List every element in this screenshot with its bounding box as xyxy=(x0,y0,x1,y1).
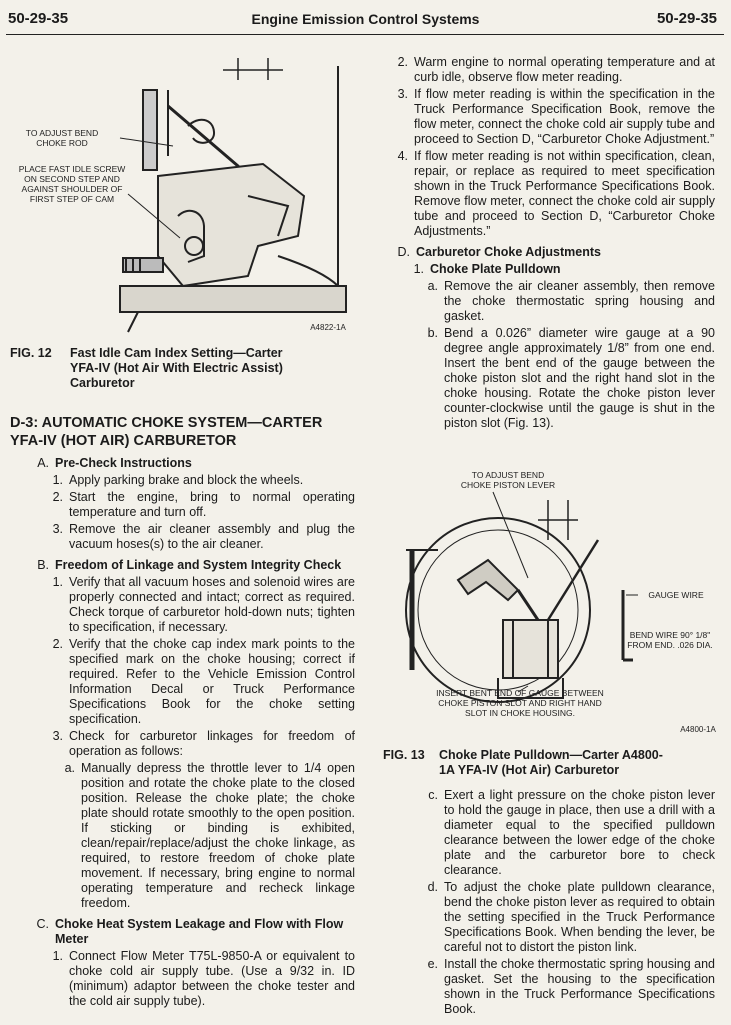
figure-12-caption xyxy=(10,346,355,391)
list-item: a. Remove the air cleaner assembly, then remove the choke thermostatic spring housing and gasket. xyxy=(427,279,715,323)
section-heading xyxy=(10,414,355,450)
fig13-label-lever-1: TO ADJUST BEND xyxy=(471,470,545,480)
subsection-c xyxy=(10,917,355,947)
list-item: 1. Verify that all vacuum hoses and solenoid wires are properly connected and intact; correct as required. Check torque of carburetor hold-down nuts; tighten to specification, if necessary. xyxy=(52,575,355,634)
fig12-label-screw-3: AGAINST SHOULDER OF xyxy=(21,184,123,194)
subsection-d xyxy=(385,245,715,260)
fig13-label-gauge: GAUGE WIRE xyxy=(648,590,704,600)
left-column xyxy=(10,410,355,1011)
fig13-caption-num: FIG. 13 xyxy=(383,748,425,762)
list-item: 3. Check for carburetor linkages for freedom of operation as follows: xyxy=(52,729,355,758)
list-item: e. Install the choke thermostatic spring housing and gasket. Set the housing to the specification shown in the Truck Performance Specifications Book. xyxy=(427,957,715,1016)
list-item: 2. Start the engine, bring to normal operating temperature and turn off. xyxy=(52,490,355,519)
fig12-label-rod-1: TO ADJUST BEND xyxy=(25,128,99,138)
subsection-c-label: C. xyxy=(36,917,49,931)
list-item: c. Exert a light pressure on the choke piston lever to hold the gauge in place, then use a drill with a diameter equal to the specified pulldown clearance between the lower edge of the choke plate and the carburetor bore to check clearance. xyxy=(428,788,715,877)
subsection-b-label: B. xyxy=(37,558,49,572)
list-item: 2. Warm engine to normal operating temperature and at curb idle, observe flow meter reading. xyxy=(397,55,715,84)
subsection-b-title: Freedom of Linkage and System Integrity Check xyxy=(55,558,342,572)
subsection-a-title: Pre-Check Instructions xyxy=(55,456,192,470)
section-heading-line-2: YFA-IV (HOT AIR) CARBURETOR xyxy=(10,433,237,449)
fig13-label-insert-2: CHOKE PISTON SLOT AND RIGHT HAND xyxy=(438,698,602,708)
list-item: 2. Verify that the choke cap index mark points to the specified mark on the choke housing; correct if required. Refer to the Vehicle Emission Control Information Decal or Truck Performance Specifications Book for the choke setting specification. xyxy=(52,637,355,726)
figure-12 xyxy=(8,46,358,336)
fig13-label-bend-2: FROM END. .026 DIA. xyxy=(627,640,713,650)
fig13-caption-l2: 1A YFA-IV (Hot Air) Carburetor xyxy=(439,763,620,777)
subsection-c-title: Choke Heat System Leakage and Flow with Flow Meter xyxy=(55,917,344,946)
fig12-code: A4822-1A xyxy=(310,323,346,332)
fig12-caption-num: FIG. 12 xyxy=(10,346,52,360)
figure-13-drawing xyxy=(398,470,728,740)
fig12-caption-l3: Carburetor xyxy=(70,376,135,390)
fig12-caption-l1: Fast Idle Cam Index Setting—Carter xyxy=(70,346,283,360)
section-heading-line-1: D-3: AUTOMATIC CHOKE SYSTEM—CARTER xyxy=(10,415,323,431)
fig12-label-rod-2: CHOKE ROD xyxy=(36,138,88,148)
page-header xyxy=(0,10,731,34)
subsection-b xyxy=(10,558,355,573)
right-column-bottom xyxy=(385,788,715,1019)
subsection-d-label: D. xyxy=(397,245,410,259)
subsection-d1-title: Choke Plate Pulldown xyxy=(430,262,561,276)
fig13-label-insert-1: INSERT BENT END OF GAUGE BETWEEN xyxy=(436,688,604,698)
list-item: a. Manually depress the throttle lever to 1/4 open position and rotate the choke plate to the closed position. Release the choke plate; the choke plate should rotate smoothly to the open position. If sticking or binding is exhibited, clean/repair/replace/adjust the choke linkage, as required, to restore freedom of choke plate movement. If necessary, bring engine to normal operating temperature and recheck linkage freedom. xyxy=(64,761,355,910)
list-item: 3. Remove the air cleaner assembly and plug the vacuum hoses(s) to the air cleaner. xyxy=(52,522,355,551)
list-item: 1. Connect Flow Meter T75L-9850-A or equivalent to choke cold air supply tube. (Use a 9/32 in. ID (minimum) adaptor between the choke tester and the cold air supply tube). xyxy=(52,949,355,1008)
fig13-label-bend-1: BEND WIRE 90° 1/8" xyxy=(629,630,711,640)
list-item: b. Bend a 0.026” diameter wire gauge at a 90 degree angle approximately 1/8” from one end. Insert the bent end of the gauge between the choke piston slot and the right hand slot in the choke housing. Rotate the choke piston lever counter-clockwise until the gauge is shut in the piston slot (Fig. 13). xyxy=(427,326,715,430)
page-title: Engine Emission Control Systems xyxy=(251,11,480,27)
fig13-label-lever-2: CHOKE PISTON LEVER xyxy=(460,480,556,490)
figure-13 xyxy=(398,470,728,740)
list-item: 4. If flow meter reading is not within specification, clean, repair, or replace as required to meet specification shown in the Truck Performance Specifications Book. Remove flow meter, connect the choke cold air supply tube and proceed to Section D, “Carburetor Choke Adjustments.” xyxy=(397,149,715,238)
fig12-label-screw-1: PLACE FAST IDLE SCREW xyxy=(18,164,126,174)
subsection-a xyxy=(10,456,355,471)
fig12-label-screw-2: ON SECOND STEP AND xyxy=(24,174,120,184)
subsection-d1-label: 1. xyxy=(413,262,424,276)
page-number-left: 50-29-35 xyxy=(8,10,69,27)
list-item: d. To adjust the choke plate pulldown clearance, bend the choke piston lever as required to obtain the setting specified in the Truck Performance Specifications Book. When bending the lever, be careful not to distort the piston link. xyxy=(427,880,715,954)
header-rule xyxy=(6,34,724,35)
list-item: 3. If flow meter reading is within the specification in the Truck Performance Specification Book, remove the flow meter, connect the choke cold air supply tube and proceed to Section D, “Carburetor Choke Adjustment.” xyxy=(397,87,715,146)
page-number-right: 50-29-35 xyxy=(656,10,717,27)
fig12-caption-l2: YFA-IV (Hot Air With Electric Assist) xyxy=(70,361,283,375)
fig13-label-insert-3: SLOT IN CHOKE HOUSING. xyxy=(465,708,575,718)
figure-13-caption xyxy=(383,748,718,778)
right-column-top xyxy=(385,55,715,433)
subsection-d1 xyxy=(385,262,715,277)
fig12-label-screw-4: FIRST STEP OF CAM xyxy=(29,194,115,204)
fig13-code: A4800-1A xyxy=(680,725,716,734)
figure-12-drawing xyxy=(8,46,358,336)
subsection-d-title: Carburetor Choke Adjustments xyxy=(416,245,601,259)
subsection-a-label: A. xyxy=(37,456,49,470)
list-item: 1. Apply parking brake and block the wheels. xyxy=(52,473,304,487)
fig13-caption-l1: Choke Plate Pulldown—Carter A4800- xyxy=(439,748,663,762)
